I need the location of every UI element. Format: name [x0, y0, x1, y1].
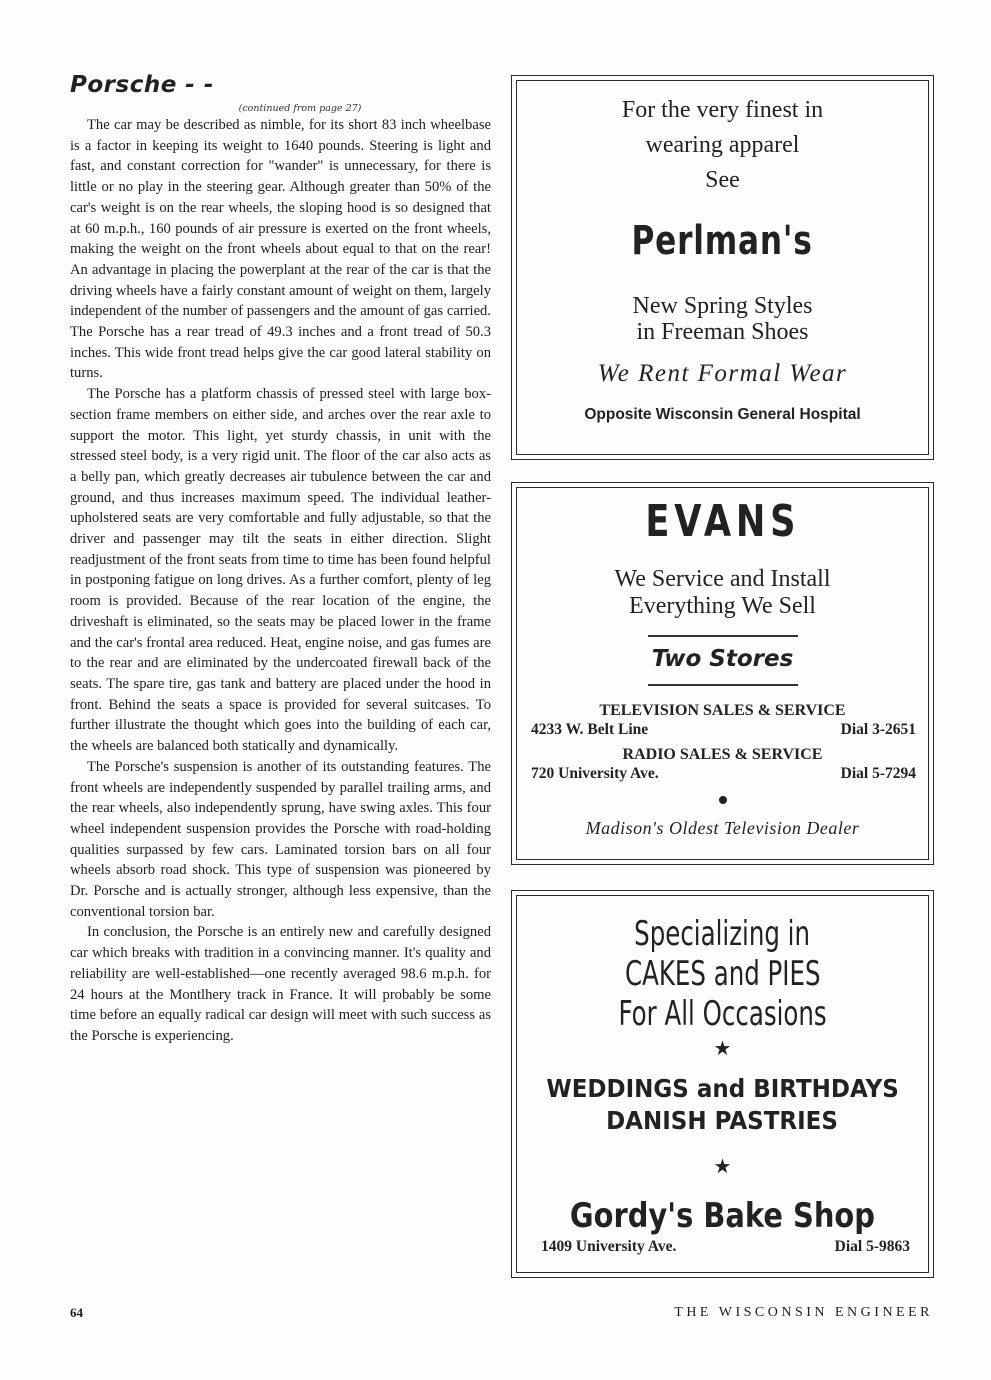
page-number: 64	[70, 1305, 83, 1320]
article-paragraph: In conclusion, the Porsche is an entirely new and carefully designed car which breaks with tradition in a convincing manner. It's quality and reliability are well-established—one recently averaged 98.6 m.p.h. for 24 hours at the Montlhery track in France. It will probably be some time before an equally radical car design will meet with such success as the Porsche is experiencing.	[70, 924, 491, 1044]
article-title: Porsche - -	[70, 72, 214, 98]
divider	[648, 635, 798, 637]
continued-note: (continued from page 27)	[238, 103, 362, 114]
perlman-ad	[511, 75, 934, 460]
store-2-address: 720 University Ave.	[531, 765, 659, 782]
perlman-name: Perlman's	[631, 218, 814, 264]
article-paragraph: The Porsche has a platform chassis of pressed steel with large box-section frame members on either side, and arches over the rear axle to support the motor. This light, yet sturdy chassis, in unit with the stressed steel body, is a very rigid unit. The floor of the car also acts as a belly pan, which greatly decreases air tubulence between the car and ground, and thus increases maximum speed. The individual leather-upholstered seats are very comfortable and fully adjustable, so that the driver and passenger may tilt the seats in either direction. Slight readjustment of the front seats from time to time has been found helpful in postponing fatigue on long drives. As a further comfort, plenty of leg room is provided. Because of the rear location of the engine, the driveshaft is eliminated, so the seats may be placed lower in the frame and the car's frontal area reduced. Heat, engine noise, and gas fumes are to the rear and are eliminated by the undercoated firewall back of the seats. The spare tire, gas tank and battery are placed under the hood in front. Behind the seats a space is provided for several suitcases. To further illustrate the thought which goes into the building of each car, the wheels are balanced both statically and dynamically.	[70, 386, 491, 755]
gordy-phone: Dial 5-9863	[834, 1238, 910, 1255]
bullet-dot	[719, 796, 727, 804]
perlman-line-1: For the very finest in	[621, 97, 824, 123]
gordy-ad	[511, 890, 934, 1278]
perlman-formal: We Rent Formal Wear	[597, 360, 848, 387]
evans-ad	[511, 482, 934, 865]
star-icon: ★	[713, 1036, 732, 1060]
article-body	[70, 115, 491, 1047]
store-1-address: 4233 W. Belt Line	[531, 721, 649, 738]
gordy-line-3: For All Occasions	[618, 994, 827, 1034]
evans-name: EVANS	[645, 496, 800, 547]
store-2-phone: Dial 5-7294	[840, 765, 916, 782]
divider	[648, 684, 798, 686]
perlman-line-2: wearing apparel	[645, 132, 800, 158]
gordy-line-2: CAKES and PIES	[624, 954, 821, 994]
store-2-row	[517, 765, 928, 783]
gordy-pastries: DANISH PASTRIES	[606, 1106, 839, 1135]
article-paragraph: The Porsche's suspension is another of its outstanding features. The front wheels are independently suspended by parallel trailing arms, and the rear wheels, also independently sprung, have swing axles. This four wheel independent suspension provides the Porsche with road-holding qualities surpassed by few cars. Laminated torsion bars on all four wheels absorb road shock. This type of suspension was pioneered by Dr. Porsche and is actually stronger, although less expensive, than the conventional torsion bar.	[70, 758, 491, 920]
store-2-heading: RADIO SALES & SERVICE	[622, 746, 823, 763]
perlman-styles-1: New Spring Styles	[632, 293, 813, 319]
evans-tagline: Madison's Oldest Television Dealer	[585, 818, 860, 838]
gordy-name: Gordy's Bake Shop	[569, 1196, 876, 1236]
gordy-weddings: WEDDINGS and BIRTHDAYS	[546, 1074, 899, 1103]
gordy-ad-frame	[516, 895, 929, 1273]
star-icon: ★	[713, 1154, 732, 1178]
store-1-row	[517, 721, 928, 739]
gordy-contact-row	[517, 1238, 928, 1256]
evans-two-stores: Two Stores	[651, 646, 794, 672]
perlman-line-3: See	[705, 167, 740, 193]
evans-service-1: We Service and Install	[614, 566, 831, 592]
gordy-address: 1409 University Ave.	[541, 1238, 677, 1255]
journal-title: THE WISCONSIN ENGINEER	[674, 1305, 933, 1320]
evans-ad-frame	[516, 487, 929, 860]
perlman-ad-frame	[516, 80, 929, 455]
store-1-heading: TELEVISION SALES & SERVICE	[599, 702, 846, 719]
perlman-styles-2: in Freeman Shoes	[636, 319, 809, 345]
store-1-phone: Dial 3-2651	[840, 721, 916, 738]
article-paragraph: The car may be described as nimble, for its short 83 inch wheelbase is a factor in keeping its weight to 1640 pounds. Steering is light and fast, and constant correction for "wander" is unnecessary, for there is little or no play in the steering gear. Although greater than 50% of the car's weight is on the rear wheels, the sloping hood is so designed that at 60 m.p.h., 160 pounds of air pressure is exerted on the front wheels, making the weight on the front wheels about equal to that on the rear! An advantage in placing the powerplant at the rear of the car is that the driving wheels have a fairly constant amount of weight on them, largely independent of the number of passengers and the amount of gas carried. The Porsche has a rear tread of 49.3 inches and a front tread of 50.3 inches. This wide front tread helps give the car good lateral stability on turns.	[70, 117, 491, 382]
gordy-line-1: Specializing in	[634, 914, 811, 954]
evans-service-2: Everything We Sell	[629, 593, 816, 619]
perlman-location: Opposite Wisconsin General Hospital	[584, 406, 861, 423]
